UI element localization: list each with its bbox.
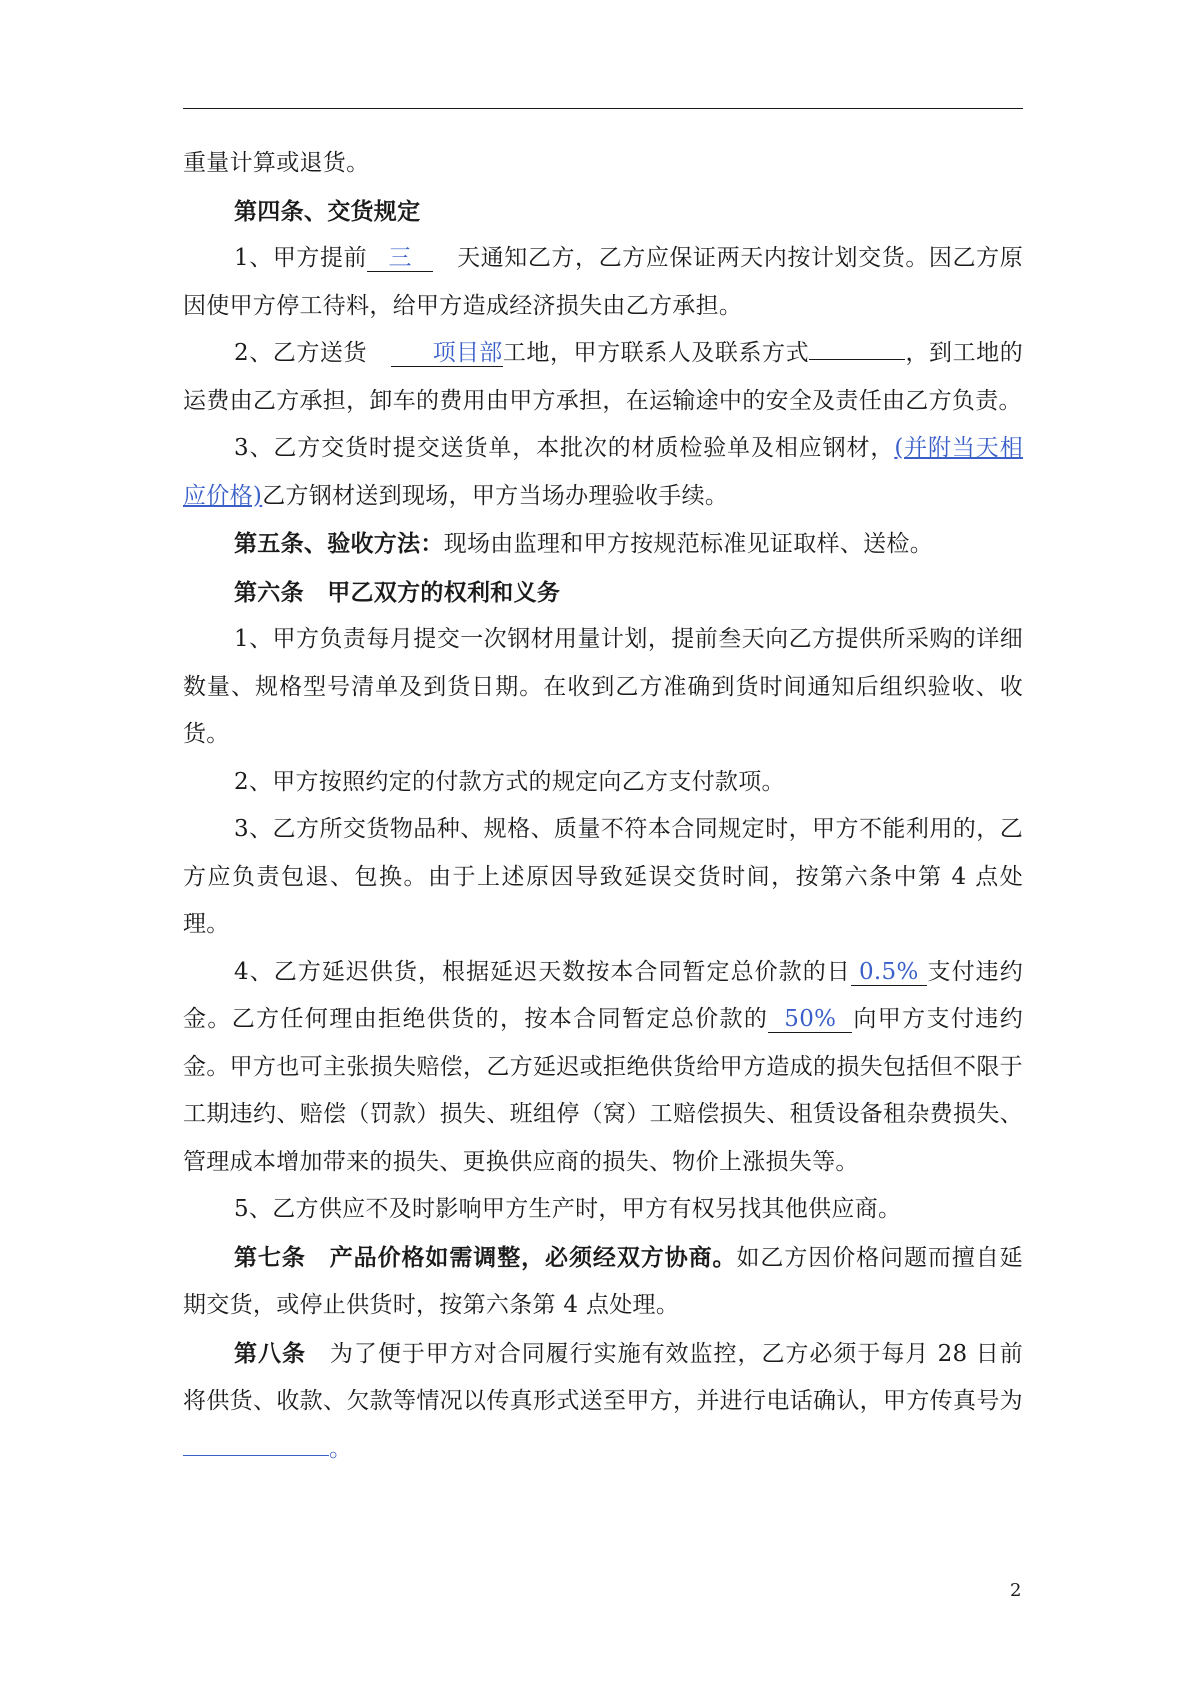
clause-end-mark: 。 bbox=[329, 1435, 353, 1462]
article-4-clause-2 bbox=[183, 330, 1023, 425]
article-6-clause-2: 2、甲方按照约定的付款方式的规定向乙方支付款项。 bbox=[234, 768, 785, 795]
paragraph-continuation bbox=[183, 140, 1023, 188]
clause-text: 4、乙方延迟供货，根据延迟天数按本合同暂定总价款的日 bbox=[234, 958, 851, 985]
refusal-penalty-rate-blank: 50% bbox=[768, 1006, 852, 1033]
clause-text: 乙方钢材送到现场，甲方当场办理验收手续。 bbox=[262, 482, 729, 509]
article-8 bbox=[183, 1330, 1023, 1474]
contact-blank bbox=[809, 359, 905, 360]
clause-text: 向甲方支付违约金。甲方也可主张损失赔偿，乙方延迟或拒绝供货给甲方造成的损失包括但不限于工期违约、赔偿（罚款）损失、班组停（窝）工赔偿损失、租赁设备租杂费损失、管理成本增加带来的损失、更换供应商的损失、物价上涨损失等。 bbox=[183, 1006, 1023, 1175]
header-rule bbox=[183, 108, 1023, 109]
clause-text: 1、甲方提前 bbox=[234, 245, 368, 271]
clause-text: 工地，甲方联系人及联系方式 bbox=[502, 340, 810, 366]
article-7-heading: 第七条 产品价格如需调整，必须经双方协商。 bbox=[234, 1243, 737, 1271]
article-6-clause-1: 1、甲方负责每月提交一次钢材用量计划，提前叁天向乙方提供所采购的详细数量、规格型号清单及到货日期。在收到乙方准确到货时间通知后组织验收、收货。 bbox=[183, 626, 1023, 747]
article-6-heading: 第六条 甲乙双方的权利和义务 bbox=[234, 578, 561, 606]
clause-text: 为了便于甲方对合同履行实施有效监控，乙方必须于每月 28 日前将供货、收款、欠款等情况以传真形式送至甲方，并进行电话确认，甲方传真号为 bbox=[183, 1340, 1023, 1414]
article-4-heading: 第四条、交货规定 bbox=[234, 197, 421, 225]
article-6-clause-3: 3、乙方所交货物品种、规格、质量不符本合同规定时，甲方不能利用的，乙方应负责包退、包换。由于上述原因导致延误交货时间，按第六条中第 4 点处理。 bbox=[183, 816, 1023, 937]
clause-text: 天通知乙方，乙方应保证两天内按计划交货。因乙方原因使甲方停工待料，给甲方造成经济损失由乙方承担。 bbox=[183, 245, 1023, 319]
article-5 bbox=[183, 520, 1023, 569]
delivery-site-blank: 项目部 bbox=[391, 340, 503, 367]
clause-text: 3、乙方交货时提交送货单，本批次的材质检验单及相应钢材， bbox=[234, 435, 895, 461]
page-number: 2 bbox=[1010, 1580, 1022, 1601]
article-6-clause-5: 5、乙方供应不及时影响甲方生产时，甲方有权另找其他供应商。 bbox=[234, 1196, 902, 1222]
clause-text: 如乙方因价格问题而擅自延期交货，或停止供货时，按第六条第 4 点处理。 bbox=[183, 1244, 1023, 1318]
clause-text: ，到工地的运费由乙方承担，卸车的费用由甲方承担，在运输途中的安全及责任由乙方负责。 bbox=[183, 340, 1024, 414]
clause-text: 现场由监理和甲方按规范标准见证取样、送检。 bbox=[443, 531, 934, 557]
article-5-heading: 第五条、验收方法： bbox=[234, 530, 444, 557]
notice-days-blank: 三 bbox=[367, 245, 433, 272]
article-7 bbox=[183, 1234, 1023, 1330]
fax-number-blank bbox=[183, 1455, 329, 1456]
paragraph-text: 重量计算或退货。 bbox=[183, 150, 370, 176]
clause-text: 2、乙方送货 bbox=[234, 340, 368, 366]
clause-text: 支付违约金。乙方任何理由拒绝供货的，按本合同暂定总价款的 bbox=[183, 958, 1023, 1032]
daily-penalty-rate-blank: 0.5% bbox=[851, 959, 927, 986]
price-note-link: (并附当天相应价格) bbox=[183, 435, 1023, 509]
article-4-clause-1 bbox=[183, 235, 1023, 330]
article-8-heading: 第八条 bbox=[234, 1339, 306, 1367]
article-6-clause-4 bbox=[183, 949, 1023, 1187]
document-body bbox=[183, 140, 1023, 1473]
article-4-clause-3 bbox=[183, 425, 1023, 520]
